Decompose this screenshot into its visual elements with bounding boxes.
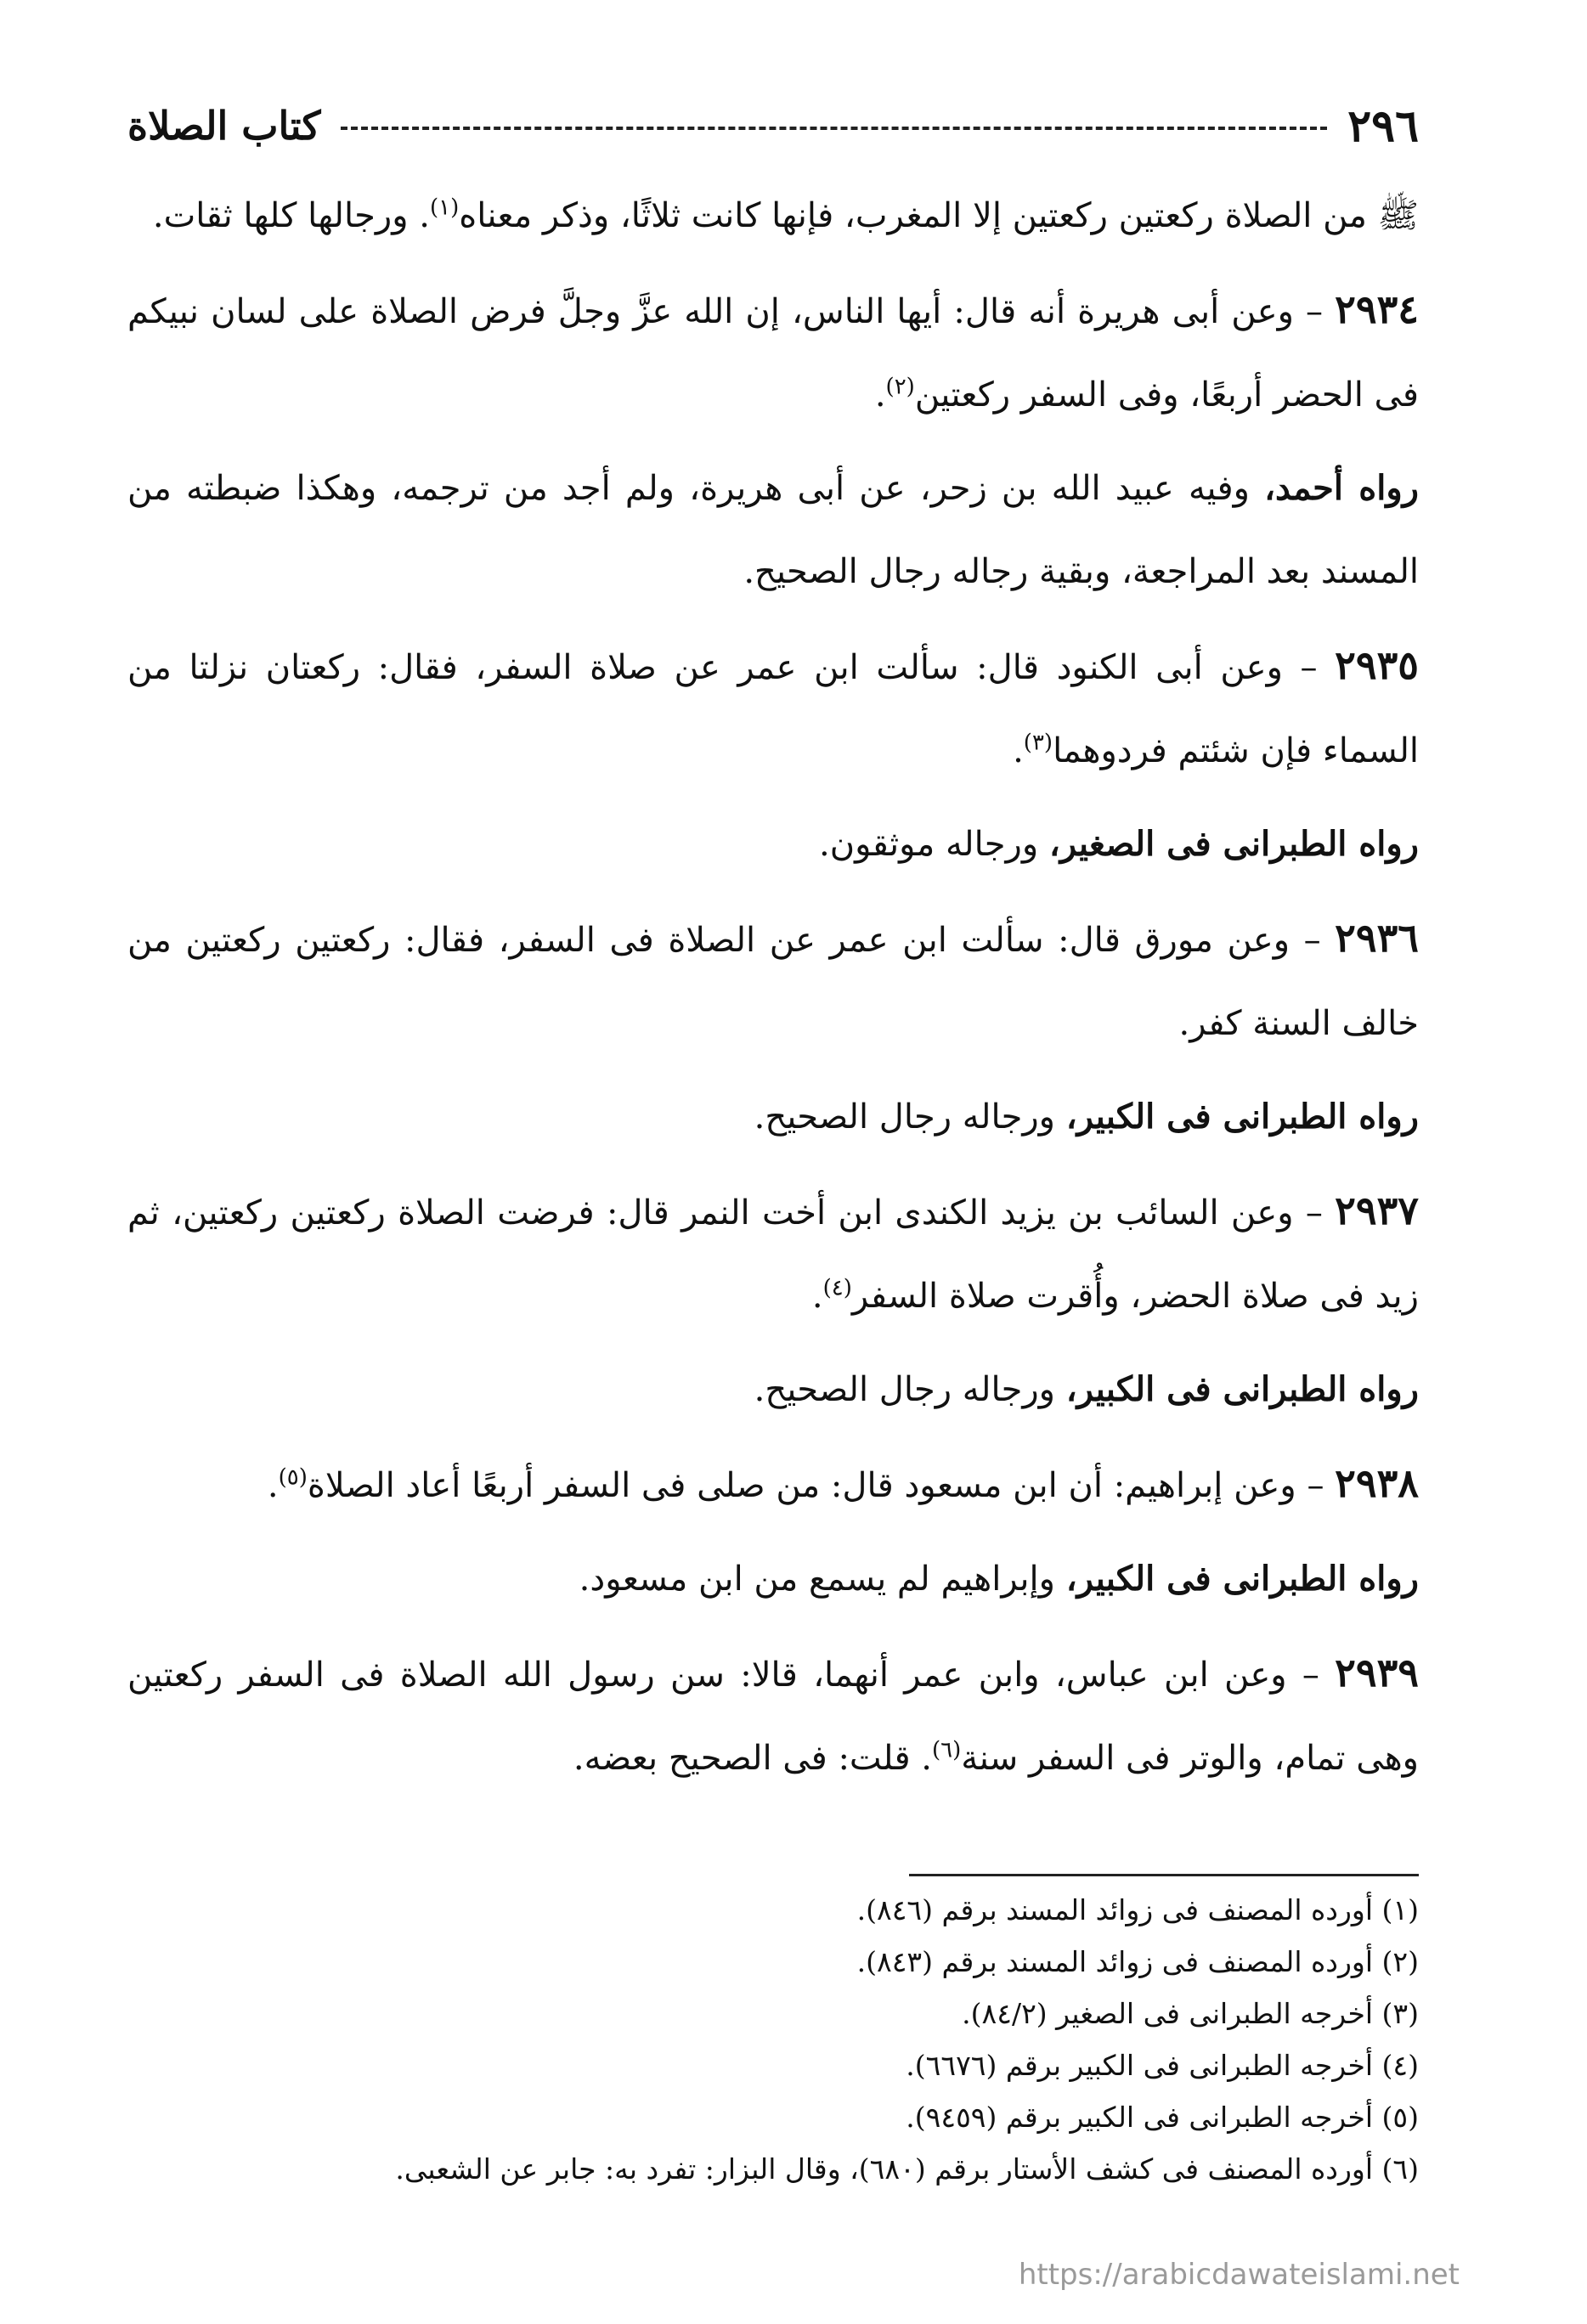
hadith-paragraph: ٢٩٣٤ – وعن أبى هريرة أنه قال: أيها الناس، إن الله عزَّ وجلَّ فرض الصلاة على لسان نبيكم فى الحضر أربعًا، وفى السفر ركعتين$^{(٢)}$. — [127, 286, 1419, 415]
source-paragraph: رواه الطبرانى فى الكبير، وإبراهيم لم يسمع من ابن مسعود. — [579, 1559, 1419, 1599]
hadith-number: ٢٩٣٥ — [1335, 642, 1419, 688]
footnote: (٣) أخرجه الطبرانى فى الصغير (٨٤/٢). — [962, 1997, 1419, 2030]
header-divider — [341, 127, 1327, 130]
footnotes — [127, 1884, 1419, 2195]
hadith-paragraph: ٢٩٣٥ – وعن أبى الكنود قال: سألت ابن عمر عن صلاة السفر، فقال: ركعتان نزلتا من السماء فإن شئتم فردوهما$^{(٣)}$. — [127, 642, 1419, 770]
page-number: ٢٩٦ — [1347, 99, 1419, 152]
hadith-paragraph: ٢٩٣٨ – وعن إبراهيم: أن ابن مسعود قال: من صلى فى السفر أربعًا أعاد الصلاة$^{(٥)}$. — [267, 1460, 1419, 1506]
page-header — [127, 100, 1419, 151]
footnote: (٤) أخرجه الطبرانى فى الكبير برقم (٦٦٧٦). — [906, 2049, 1419, 2082]
hadith-paragraph: ٢٩٣٩ – وعن ابن عباس، وابن عمر أنهما، قالا: سن رسول الله الصلاة فى السفر ركعتين وهى تمام، والوتر فى السفر سنة$^{(٦)}$. قلت: فى الصحيح بعضه. — [127, 1650, 1419, 1778]
footnote-marker: (٣) — [1023, 730, 1053, 756]
hadith-number: ٢٩٣٧ — [1335, 1187, 1419, 1233]
source-label: رواه أحمد، — [1264, 468, 1419, 508]
footnote-marker: (١) — [429, 195, 460, 221]
footnote-marker: (٦) — [932, 1737, 962, 1763]
footnote: (١) أورده المصنف فى زوائد المسند برقم (٨٤٦). — [856, 1893, 1419, 1926]
hadith-paragraph: ﷺ من الصلاة ركعتين ركعتين إلا المغرب، فإنها كانت ثلاثًا، وذكر معناه$^{(١)}$. ورجالها كلها ثقات. — [152, 195, 1419, 235]
footnote-marker: (٢) — [885, 374, 915, 400]
footnote: (٥) أخرجه الطبرانى فى الكبير برقم (٩٤٥٩). — [906, 2101, 1419, 2134]
source-paragraph: رواه الطبرانى فى الكبير، ورجاله رجال الصحيح. — [754, 1097, 1419, 1137]
chapter-title: كتاب الصلاة — [127, 103, 321, 149]
hadith-number: ٢٩٣٦ — [1335, 915, 1419, 961]
source-label: رواه الطبرانى فى الكبير، — [1065, 1369, 1419, 1409]
hadith-number: ٢٩٣٨ — [1335, 1460, 1419, 1506]
source-label: رواه الطبرانى فى الكبير، — [1065, 1097, 1419, 1137]
hadith-number: ٢٩٣٤ — [1335, 286, 1419, 332]
source-paragraph: رواه الطبرانى فى الصغير، ورجاله موثقون. — [819, 824, 1419, 864]
footnote: (٢) أورده المصنف فى زوائد المسند برقم (٨٤٣). — [856, 1945, 1419, 1978]
source-paragraph: رواه الطبرانى فى الكبير، ورجاله رجال الصحيح. — [754, 1369, 1419, 1409]
source-label: رواه الطبرانى فى الكبير، — [1065, 1559, 1419, 1599]
footnote-marker: (٤) — [822, 1275, 852, 1301]
hadith-paragraph: ٢٩٣٦ – وعن مورق قال: سألت ابن عمر عن الصلاة فى السفر، فقال: ركعتين ركعتين من خالف السنة كفر. — [127, 915, 1419, 1043]
footnote-marker: (٥) — [278, 1464, 308, 1491]
footnote-separator — [909, 1874, 1419, 1876]
hadith-paragraph: ٢٩٣٧ – وعن السائب بن يزيد الكندى ابن أخت النمر قال: فرضت الصلاة ركعتين ركعتين، ثم زيد فى صلاة الحضر، وأُقرت صلاة السفر$^{(٤)}$. — [127, 1187, 1419, 1316]
source-label: رواه الطبرانى فى الصغير، — [1048, 824, 1419, 864]
watermark-url: https://arabicdawateislami.net — [1018, 2258, 1460, 2292]
footnote: (٦) أورده المصنف فى كشف الأستار برقم (٦٨٠)، وقال البزار: تفرد به: جابر عن الشعبى. — [395, 2152, 1419, 2186]
source-paragraph: رواه أحمد، وفيه عبيد الله بن زحر، عن أبى هريرة، ولم أجد من ترجمه، وهكذا ضبطته من المسند بعد المراجعة، وبقية رجاله رجال الصحيح. — [127, 468, 1419, 591]
hadith-number: ٢٩٣٩ — [1335, 1650, 1419, 1695]
main-text — [127, 174, 1419, 1810]
